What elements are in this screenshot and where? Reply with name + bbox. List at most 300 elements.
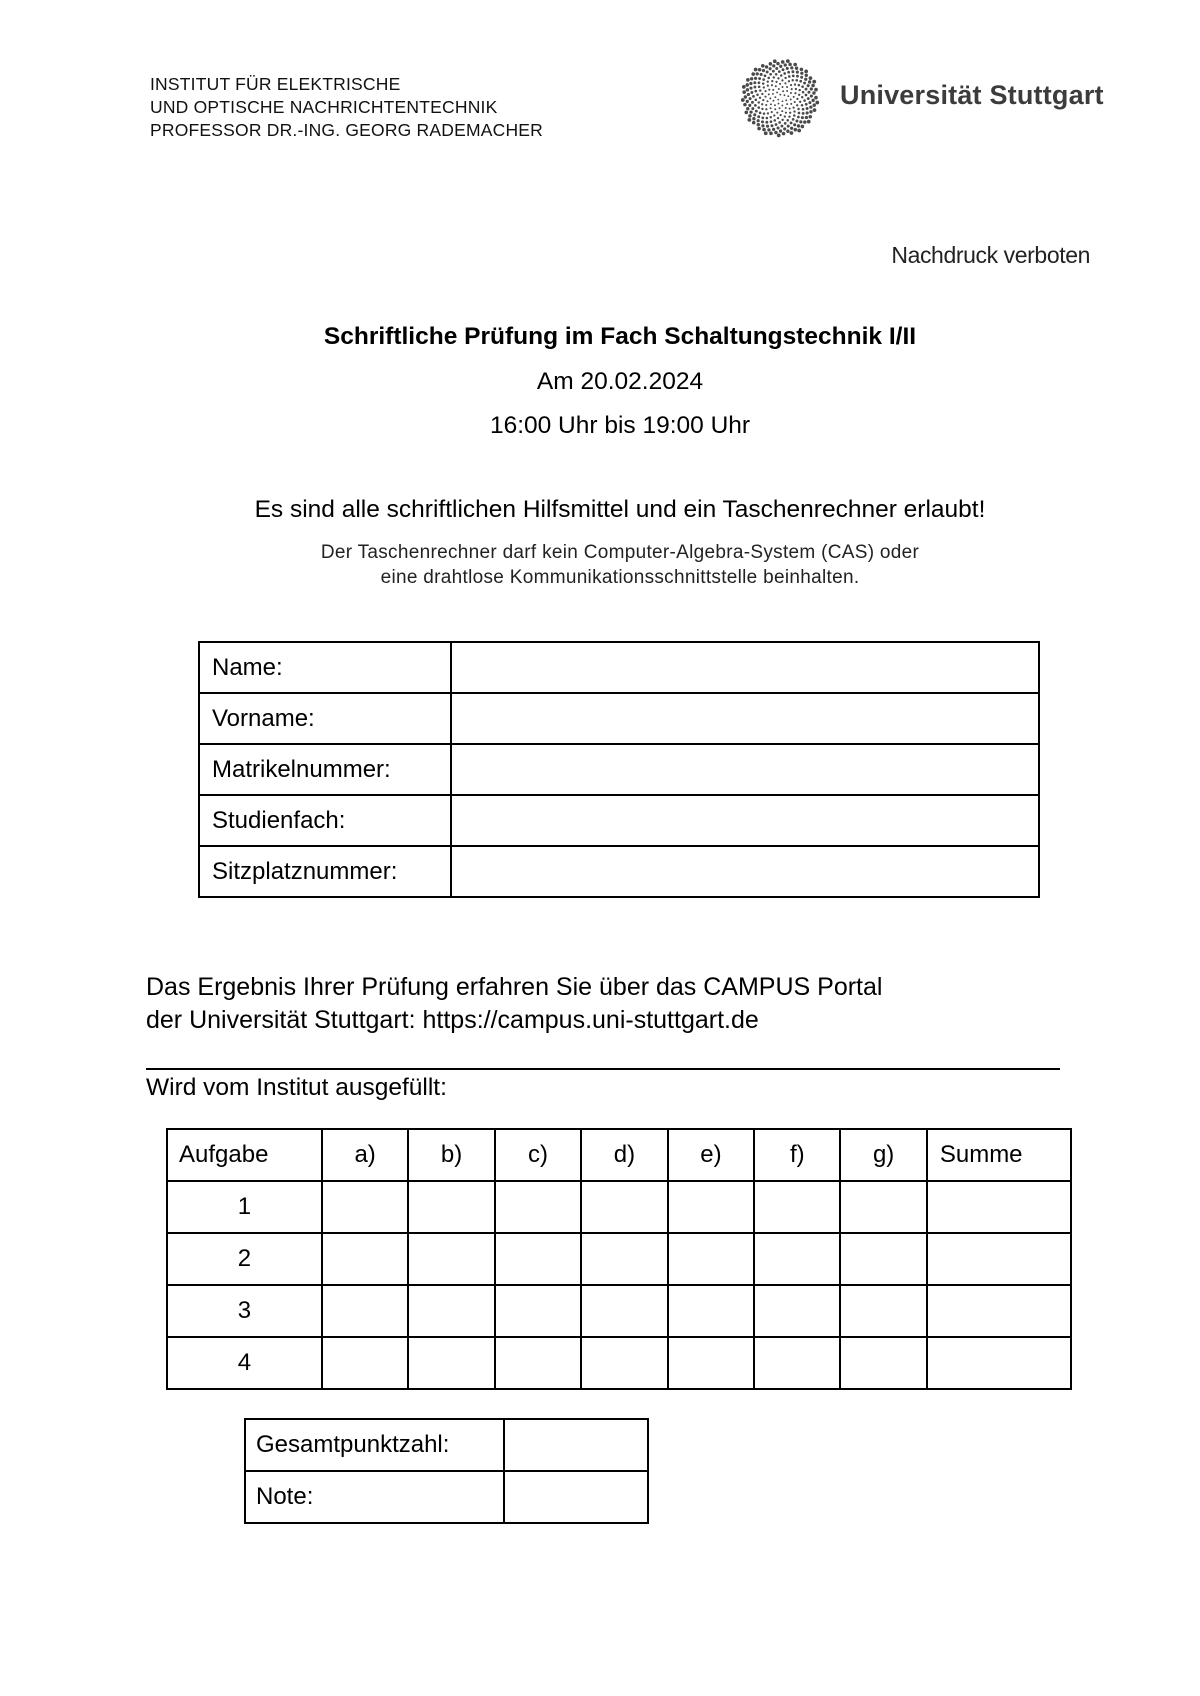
logo-dot bbox=[807, 97, 810, 100]
logo-dot bbox=[754, 90, 757, 93]
logo-dot bbox=[785, 107, 787, 109]
logo-dot bbox=[788, 115, 790, 117]
logo-dot bbox=[790, 98, 792, 100]
logo-dot bbox=[785, 99, 787, 101]
logo-dot bbox=[777, 77, 779, 79]
logo-dot bbox=[809, 110, 812, 113]
logo-dot bbox=[745, 83, 749, 87]
logo-dot bbox=[767, 128, 770, 131]
vorname-field[interactable] bbox=[451, 693, 1039, 744]
logo-dot bbox=[778, 103, 780, 105]
logo-dot bbox=[769, 62, 773, 66]
total-points-field[interactable] bbox=[504, 1419, 648, 1471]
logo-dot bbox=[803, 82, 806, 85]
logo-dot bbox=[795, 88, 797, 90]
exam-time: 16:00 Uhr bis 19:00 Uhr bbox=[489, 412, 751, 439]
logo-dot bbox=[774, 108, 776, 110]
logo-dot bbox=[811, 99, 814, 102]
exam-date: Am 20.02.2024 bbox=[536, 368, 704, 395]
logo-dot bbox=[812, 91, 815, 94]
logo-dot bbox=[799, 101, 801, 103]
logo-dot bbox=[761, 103, 763, 105]
logo-dot bbox=[749, 97, 752, 100]
score-cell[interactable] bbox=[322, 1181, 408, 1233]
grading-header-cell: b) bbox=[408, 1129, 494, 1181]
field-label-vorname: Vorname: bbox=[199, 693, 451, 744]
grading-row bbox=[167, 1181, 1071, 1233]
logo-dot bbox=[764, 74, 767, 77]
logo-dot bbox=[762, 128, 766, 132]
logo-dot bbox=[795, 120, 798, 123]
student-field-row bbox=[199, 795, 1039, 846]
logo-dot bbox=[803, 120, 806, 123]
logo-dot bbox=[790, 122, 793, 125]
logo-dot bbox=[786, 67, 789, 70]
logo-dot bbox=[759, 89, 761, 91]
logo-dot bbox=[782, 68, 785, 71]
logo-dot bbox=[801, 116, 804, 119]
score-cell[interactable] bbox=[408, 1337, 494, 1389]
logo-dot bbox=[780, 125, 783, 128]
grade-field[interactable] bbox=[504, 1471, 648, 1523]
logo-dot bbox=[770, 124, 773, 127]
logo-dot bbox=[747, 93, 750, 96]
logo-dot bbox=[742, 90, 746, 94]
result-info-line: Das Ergebnis Ihrer Prüfung erfahren Sie über das CAMPUS Portal bbox=[146, 973, 883, 1001]
logo-dot bbox=[786, 119, 789, 122]
logo-dot bbox=[792, 79, 794, 81]
grading-row bbox=[167, 1285, 1071, 1337]
grading-header-cell: g) bbox=[840, 1129, 926, 1181]
logo-dot bbox=[799, 80, 802, 83]
logo-dot bbox=[790, 127, 793, 130]
logo-dot bbox=[807, 91, 810, 94]
logo-dot bbox=[762, 78, 765, 81]
student-field-row bbox=[199, 642, 1039, 693]
logo-dot bbox=[785, 112, 787, 114]
logo-dot bbox=[788, 80, 790, 82]
logo-dot bbox=[746, 107, 749, 110]
score-cell[interactable] bbox=[408, 1181, 494, 1233]
logo-dot bbox=[756, 93, 759, 96]
logo-dot bbox=[771, 84, 773, 86]
score-cell[interactable] bbox=[754, 1181, 840, 1233]
logo-dot bbox=[753, 86, 756, 89]
result-info bbox=[146, 971, 882, 1037]
logo-dot bbox=[775, 123, 778, 126]
field-label-sitzplatznummer: Sitzplatznummer: bbox=[199, 846, 451, 897]
total-row bbox=[245, 1471, 648, 1523]
field-label-matrikelnummer: Matrikelnummer: bbox=[199, 744, 451, 795]
grading-header-cell: f) bbox=[754, 1129, 840, 1181]
logo-dot bbox=[762, 69, 765, 72]
logo-dot bbox=[781, 105, 783, 107]
student-field-row bbox=[199, 846, 1039, 897]
logo-dot bbox=[754, 77, 757, 80]
grading-header-cell: a) bbox=[322, 1129, 408, 1181]
logo-dot bbox=[742, 85, 746, 89]
university-dot-pattern-logo-icon bbox=[740, 58, 824, 142]
logo-dot bbox=[764, 90, 766, 92]
score-cell[interactable] bbox=[668, 1285, 754, 1337]
score-cell[interactable] bbox=[581, 1337, 667, 1389]
institute-section-label: Wird vom Institut ausgefüllt: bbox=[146, 1074, 447, 1101]
logo-dot bbox=[793, 123, 796, 126]
logo-dot bbox=[780, 74, 783, 77]
logo-dot bbox=[775, 85, 777, 87]
logo-dot bbox=[767, 85, 769, 87]
logo-dot bbox=[767, 80, 769, 82]
logo-dot bbox=[751, 101, 754, 104]
logo-dot bbox=[769, 97, 771, 99]
logo-dot bbox=[794, 83, 796, 85]
logo-dot bbox=[790, 131, 794, 135]
logo-dot bbox=[781, 79, 783, 81]
logo-dot bbox=[761, 120, 764, 123]
field-label-studienfach: Studienfach: bbox=[199, 795, 451, 846]
score-cell[interactable] bbox=[408, 1285, 494, 1337]
total-row bbox=[245, 1419, 648, 1471]
logo-dot bbox=[758, 68, 761, 71]
sum-cell[interactable] bbox=[927, 1181, 1071, 1233]
logo-dot bbox=[770, 120, 773, 123]
logo-dot bbox=[773, 114, 775, 116]
total-points-label: Gesamtpunktzahl: bbox=[245, 1419, 504, 1471]
exam-title: Schriftliche Prüfung im Fach Schaltungstechnik I/II bbox=[323, 323, 917, 350]
logo-dot bbox=[815, 101, 819, 105]
logo-dot bbox=[781, 60, 785, 64]
institute-header bbox=[150, 73, 543, 142]
logo-dot bbox=[756, 72, 759, 75]
logo-dot bbox=[781, 119, 783, 121]
logo-dot bbox=[792, 75, 795, 78]
logo-dot bbox=[776, 92, 778, 94]
logo-dot bbox=[754, 98, 757, 101]
logo-dot bbox=[767, 100, 769, 102]
logo-dot bbox=[761, 116, 764, 119]
logo-dot bbox=[782, 132, 786, 136]
section-divider bbox=[146, 1068, 1060, 1070]
logo-dot bbox=[765, 121, 768, 124]
logo-dot bbox=[749, 111, 752, 114]
logo-dot bbox=[793, 63, 797, 67]
logo-dot bbox=[753, 113, 756, 116]
logo-dot bbox=[778, 88, 780, 90]
logo-dot bbox=[809, 76, 813, 80]
logo-dot bbox=[802, 108, 805, 111]
name-field[interactable] bbox=[451, 642, 1039, 693]
logo-dot bbox=[786, 90, 788, 92]
logo-dot bbox=[806, 107, 809, 110]
logo-dot bbox=[749, 82, 752, 85]
score-cell[interactable] bbox=[668, 1337, 754, 1389]
logo-dot bbox=[762, 99, 764, 101]
logo-dot bbox=[774, 104, 776, 106]
logo-dot bbox=[805, 103, 808, 106]
logo-dot bbox=[746, 100, 749, 103]
logo-dot bbox=[807, 120, 811, 124]
score-cell[interactable] bbox=[322, 1337, 408, 1389]
logo-dot bbox=[806, 111, 809, 114]
logo-dot bbox=[773, 76, 775, 78]
logo-dot bbox=[750, 77, 753, 80]
logo-dot bbox=[747, 118, 751, 122]
logo-dot bbox=[776, 126, 779, 129]
logo-dot bbox=[790, 66, 793, 69]
logo-dot bbox=[758, 101, 760, 103]
grading-header-cell: e) bbox=[668, 1129, 754, 1181]
institute-line: UND OPTISCHE NACHRICHTENTECHNIK bbox=[150, 97, 498, 117]
logo-dot bbox=[798, 84, 801, 87]
logo-dot bbox=[792, 118, 795, 121]
logo-dot bbox=[757, 115, 760, 118]
score-cell[interactable] bbox=[754, 1337, 840, 1389]
logo-dot bbox=[786, 103, 788, 105]
logo-dot bbox=[784, 122, 787, 125]
student-field-row bbox=[199, 693, 1039, 744]
logo-dot bbox=[795, 67, 798, 70]
logo-dot bbox=[780, 114, 782, 116]
logo-dot bbox=[743, 103, 747, 107]
logo-dot bbox=[758, 81, 761, 84]
logo-dot bbox=[749, 87, 752, 90]
logo-dot bbox=[766, 125, 769, 128]
logo-dot bbox=[751, 72, 755, 76]
logo-dot bbox=[758, 77, 761, 80]
logo-dot bbox=[752, 117, 755, 120]
sum-cell[interactable] bbox=[927, 1337, 1071, 1389]
logo-dot bbox=[805, 94, 808, 97]
logo-dot bbox=[774, 96, 776, 98]
score-cell[interactable] bbox=[322, 1233, 408, 1285]
logo-dot bbox=[800, 72, 803, 75]
logo-dot bbox=[776, 62, 779, 65]
logo-dot bbox=[809, 105, 812, 108]
logo-dot bbox=[750, 91, 753, 94]
score-cell[interactable] bbox=[581, 1285, 667, 1337]
logo-dot bbox=[801, 125, 805, 129]
score-cell[interactable] bbox=[754, 1233, 840, 1285]
logo-dot bbox=[771, 111, 773, 113]
grading-header-cell: d) bbox=[581, 1129, 667, 1181]
logo-dot bbox=[810, 87, 813, 90]
score-cell[interactable] bbox=[840, 1285, 926, 1337]
logo-dot bbox=[811, 84, 815, 88]
logo-dot bbox=[746, 78, 750, 82]
logo-dot bbox=[778, 70, 781, 73]
logo-dot bbox=[772, 64, 775, 67]
logo-dot bbox=[759, 111, 762, 114]
logo-dot bbox=[777, 134, 781, 138]
logo-dot bbox=[769, 67, 772, 70]
logo-dot bbox=[810, 94, 813, 97]
logo-dot bbox=[763, 112, 766, 115]
logo-dot bbox=[773, 59, 777, 63]
total-table bbox=[244, 1418, 649, 1524]
logo-dot bbox=[773, 100, 775, 102]
logo-dot bbox=[768, 89, 770, 91]
logo-dot bbox=[795, 79, 798, 82]
score-cell[interactable] bbox=[754, 1285, 840, 1337]
score-cell[interactable] bbox=[581, 1181, 667, 1233]
grading-header-cell: Aufgabe bbox=[167, 1129, 322, 1181]
logo-dot bbox=[797, 124, 800, 127]
copyright-note: Nachdruck verboten bbox=[891, 242, 1090, 268]
logo-dot bbox=[770, 103, 772, 105]
logo-dot bbox=[769, 131, 773, 135]
task-number: 4 bbox=[167, 1337, 322, 1389]
logo-dot bbox=[770, 107, 772, 109]
logo-dot bbox=[751, 107, 754, 110]
logo-dot bbox=[786, 130, 789, 133]
score-cell[interactable] bbox=[668, 1233, 754, 1285]
logo-dot bbox=[779, 83, 781, 85]
logo-dot bbox=[748, 114, 752, 118]
logo-dot bbox=[787, 95, 789, 97]
logo-dot bbox=[798, 94, 800, 96]
logo-dot bbox=[808, 80, 811, 83]
score-cell[interactable] bbox=[840, 1337, 926, 1389]
logo-dot bbox=[773, 119, 776, 122]
logo-dot bbox=[813, 108, 817, 112]
logo-dot bbox=[801, 104, 804, 107]
grading-row bbox=[167, 1233, 1071, 1285]
logo-dot bbox=[757, 106, 760, 109]
score-cell[interactable] bbox=[495, 1337, 581, 1389]
logo-dot bbox=[778, 121, 781, 124]
logo-dot bbox=[803, 99, 806, 102]
logo-dot bbox=[777, 117, 779, 119]
logo-dot bbox=[814, 88, 818, 92]
logo-dot bbox=[744, 111, 748, 115]
logo-dot bbox=[804, 78, 807, 81]
logo-dot bbox=[784, 82, 786, 84]
score-cell[interactable] bbox=[408, 1233, 494, 1285]
logo-dot bbox=[798, 112, 801, 115]
logo-dot bbox=[790, 84, 792, 86]
grading-header-row bbox=[167, 1129, 1071, 1181]
logo-dot bbox=[766, 71, 769, 74]
score-cell[interactable] bbox=[840, 1181, 926, 1233]
task-number: 1 bbox=[167, 1181, 322, 1233]
logo-dot bbox=[764, 96, 766, 98]
logo-dot bbox=[805, 116, 808, 119]
logo-dot bbox=[807, 84, 810, 87]
logo-dot bbox=[812, 80, 816, 84]
logo-dot bbox=[775, 73, 778, 76]
logo-dot bbox=[769, 73, 772, 76]
logo-dot bbox=[814, 96, 818, 100]
logo-dot bbox=[765, 104, 767, 106]
logo-dot bbox=[761, 108, 763, 110]
sitzplatznummer-field[interactable] bbox=[451, 846, 1039, 897]
logo-dot bbox=[791, 88, 793, 90]
matrikelnummer-field[interactable] bbox=[451, 744, 1039, 795]
logo-dot bbox=[782, 90, 784, 92]
logo-dot bbox=[755, 110, 758, 113]
logo-dot bbox=[808, 101, 811, 104]
score-cell[interactable] bbox=[322, 1285, 408, 1337]
logo-dot bbox=[741, 98, 745, 102]
logo-dot bbox=[753, 81, 756, 84]
sum-cell[interactable] bbox=[927, 1285, 1071, 1337]
score-cell[interactable] bbox=[495, 1233, 581, 1285]
logo-dot bbox=[808, 115, 812, 119]
logo-dot bbox=[779, 65, 782, 68]
logo-dot bbox=[798, 89, 800, 91]
logo-dot bbox=[767, 77, 770, 80]
grading-table bbox=[166, 1128, 1072, 1390]
logo-dot bbox=[790, 103, 792, 105]
aids-allowed-notice: Es sind alle schriftlichen Hilfsmittel und ein Taschenrechner erlaubt! bbox=[254, 496, 986, 523]
student-field-row bbox=[199, 744, 1039, 795]
logo-dot bbox=[802, 91, 805, 94]
university-logo bbox=[740, 58, 1110, 142]
logo-dot bbox=[752, 121, 756, 125]
score-cell[interactable] bbox=[668, 1181, 754, 1233]
logo-dot bbox=[781, 110, 783, 112]
logo-dot bbox=[766, 117, 769, 120]
logo-dot bbox=[775, 81, 777, 83]
sum-cell[interactable] bbox=[927, 1233, 1071, 1285]
logo-dot bbox=[801, 85, 804, 88]
logo-dot bbox=[757, 119, 760, 122]
score-cell[interactable] bbox=[840, 1233, 926, 1285]
logo-dot bbox=[796, 98, 798, 100]
logo-dot bbox=[757, 127, 761, 131]
logo-dot bbox=[784, 77, 786, 79]
score-cell[interactable] bbox=[495, 1181, 581, 1233]
task-number: 2 bbox=[167, 1233, 322, 1285]
logo-dot bbox=[793, 110, 795, 112]
score-cell[interactable] bbox=[581, 1233, 667, 1285]
logo-dot bbox=[761, 93, 763, 95]
logo-dot bbox=[781, 86, 783, 88]
logo-dot bbox=[787, 71, 790, 74]
logo-dot bbox=[762, 82, 764, 84]
grading-header-cell: c) bbox=[495, 1129, 581, 1181]
logo-dot bbox=[791, 70, 794, 73]
logo-dot bbox=[788, 75, 791, 78]
logo-dot bbox=[789, 112, 791, 114]
logo-dot bbox=[761, 64, 765, 68]
logo-dot bbox=[786, 86, 788, 88]
logo-dot bbox=[770, 116, 772, 118]
logo-dot bbox=[786, 59, 790, 63]
logo-dot bbox=[767, 112, 769, 114]
logo-dot bbox=[772, 89, 774, 91]
calculator-note-line: Der Taschenrechner darf kein Computer-Algebra-System (CAS) oder bbox=[320, 542, 920, 563]
logo-dot bbox=[793, 114, 796, 117]
field-label-name: Name: bbox=[199, 642, 451, 693]
logo-dot bbox=[779, 129, 782, 132]
score-cell[interactable] bbox=[495, 1285, 581, 1337]
logo-dot bbox=[793, 96, 795, 98]
logo-dot bbox=[805, 74, 808, 77]
studienfach-field[interactable] bbox=[451, 795, 1039, 846]
logo-dot bbox=[754, 68, 758, 72]
logo-dot bbox=[797, 108, 799, 110]
logo-dot bbox=[760, 73, 763, 76]
logo-dot bbox=[765, 108, 767, 110]
institute-line: PROFESSOR DR.-ING. GEORG RADEMACHER bbox=[150, 120, 544, 140]
logo-dot bbox=[775, 67, 778, 70]
logo-dot bbox=[772, 70, 775, 73]
logo-dot bbox=[794, 128, 798, 132]
logo-dot bbox=[801, 96, 803, 98]
calculator-note-line: eine drahtlose Kommunikationsschnittstelle beinhalten. bbox=[380, 567, 860, 588]
logo-dot bbox=[782, 100, 784, 102]
